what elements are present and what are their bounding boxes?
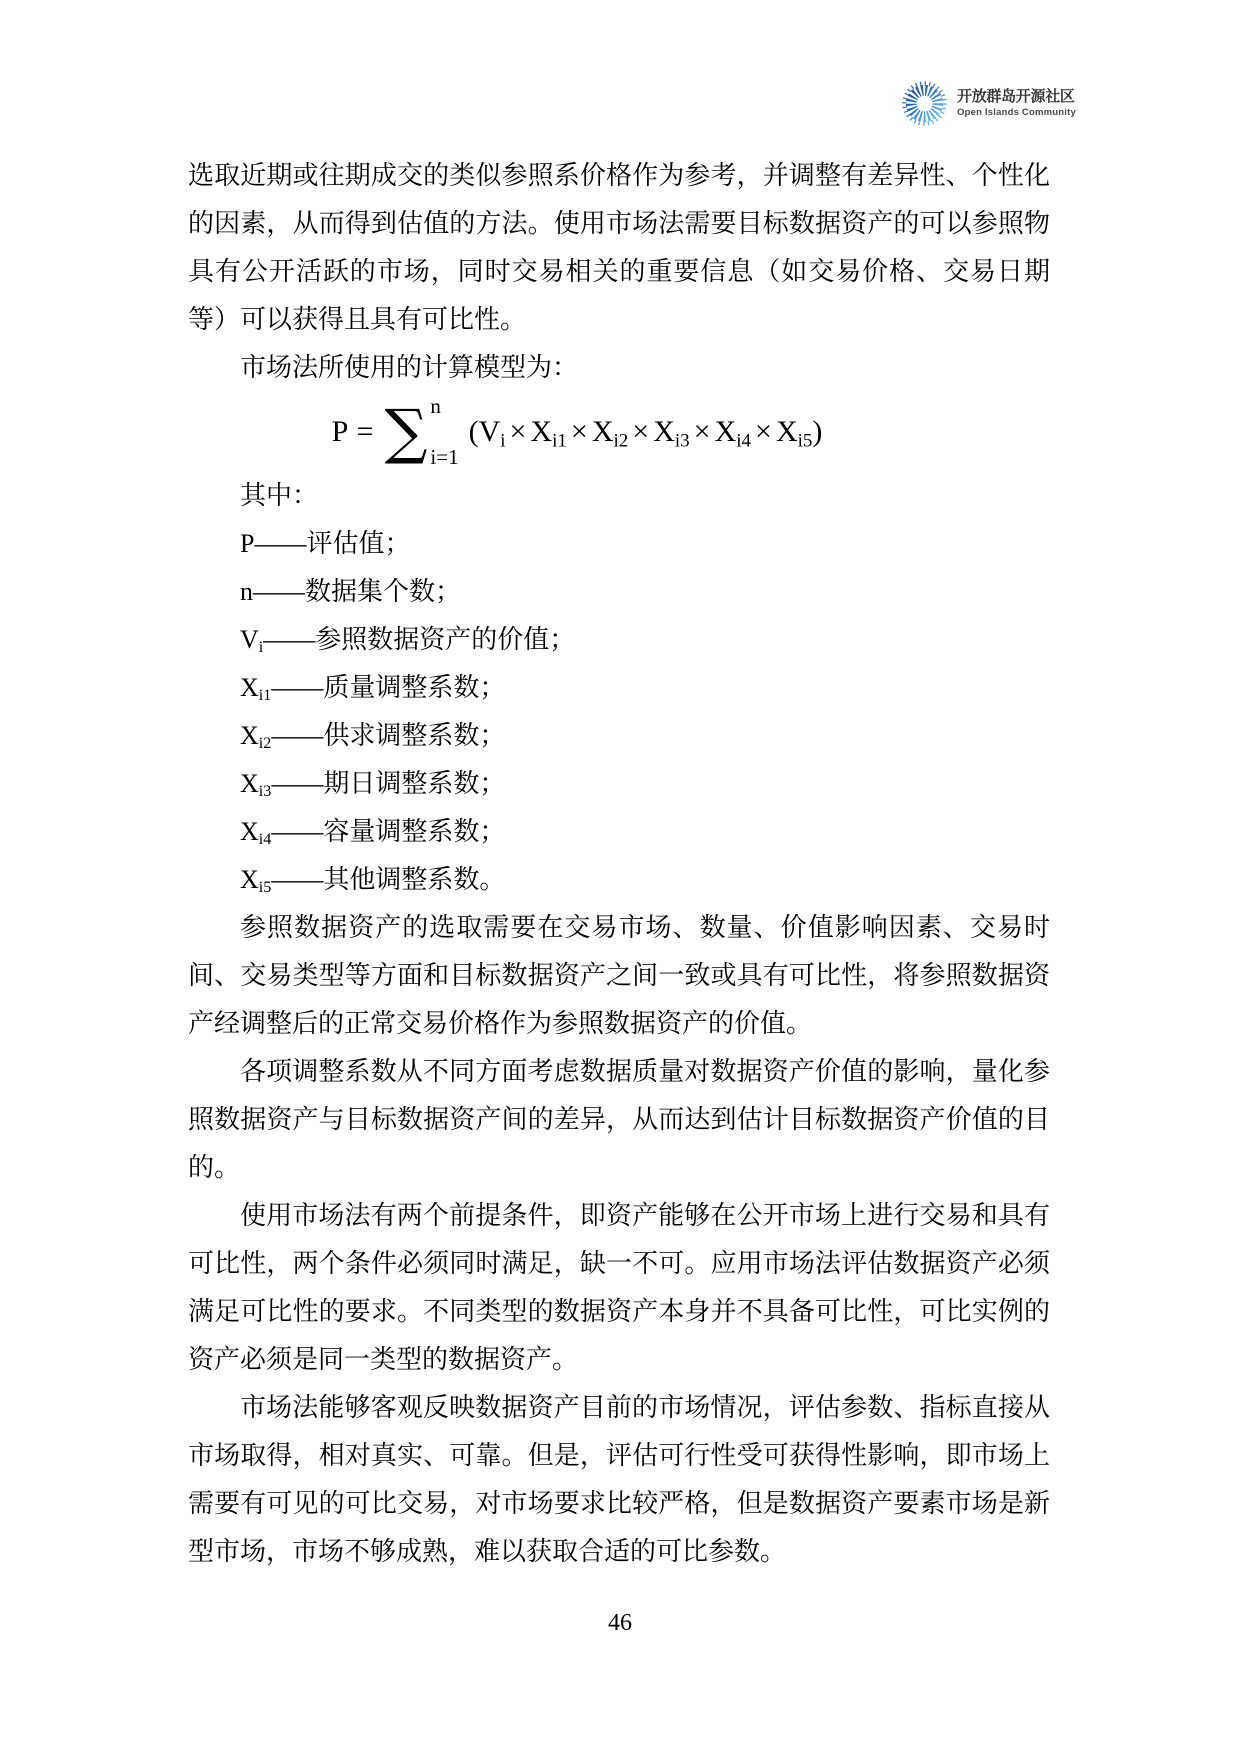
times-sign: × [693,415,711,448]
paragraph-adjustment-coefficients: 各项调整系数从不同方面考虑数据质量对数据资产价值的影响，量化参照数据资产与目标数据资产间的差异，从而达到估计目标数据资产价值的目的。 [188,1057,1050,1182]
times-sign: × [632,415,650,448]
definition-P: P——评估值； [240,529,411,558]
definition-Xi3: $X_{i3}——$期日调整系数； [240,769,506,801]
logo-text [957,88,1076,118]
definition-Xi4: $X_{i4}——$容量调整系数； [240,817,506,849]
definition-Vi: $V_i——$参照数据资产的价值； [240,625,576,657]
page-content [188,152,1050,1576]
paragraph-market-method-intro: 选取近期或往期成交的类似参照系价格作为参考，并调整有差异性、个性化的因素，从而得到估值的方法。使用市场法需要目标数据资产的可以参照物具有公开活跃的市场，同时交易相关的重要信息（如交易价格、交易日期等）可以获得且具有可比性。 [188,161,1050,334]
definition-Xi5: $X_{i5}——$其他调整系数。 [240,865,506,897]
definition-n: n——数据集个数； [240,577,462,606]
paragraph-reference-selection: 参照数据资产的选取需要在交易市场、数量、价值影响因素、交易时间、交易类型等方面和目标数据资产之间一致或具有可比性，将参照数据资产经调整后的正常交易价格作为参照数据资产的价值。 [188,913,1050,1038]
paragraph-pros-cons: 市场法能够客观反映数据资产目前的市场情况，评估参数、指标直接从市场取得，相对真实、可靠。但是，评估可行性受可获得性影响，即市场上需要有可见的可比交易，对市场要求比较严格，但是数据资产要素市场是新型市场，市场不够成熟，难以获取合适的可比参数。 [188,1393,1050,1566]
paragraph-preconditions: 使用市场法有两个前提条件，即资产能够在公开市场上进行交易和具有可比性，两个条件必须同时满足，缺一不可。应用市场法评估数据资产必须满足可比性的要求。不同类型的数据资产本身并不具备可比性，可比实例的资产必须是同一类型的数据资产。 [188,1201,1050,1374]
formula-terms: $(V_i \times X_{i1} \times X_{i2} \times X_{i3} \times X_{i4} \times X_{i5})$ [468,415,823,452]
times-sign: × [509,415,527,448]
definition-Xi1: $X_{i1}——$质量调整系数； [240,673,506,705]
header-logo [901,80,1076,127]
logo-subtitle: Open Islands Community [957,106,1076,118]
logo-title: 开放群岛开源社区 [957,88,1075,106]
sigma-symbol: ∑ [384,397,428,467]
times-sign: × [570,415,588,448]
page-number: 46 [608,1610,632,1636]
paragraph-model-intro: 市场法所使用的计算模型为： [240,353,579,382]
sunburst-logo-icon [901,80,948,127]
times-sign: × [755,415,772,448]
where-label: 其中： [240,481,319,510]
formula-lhs: P = [331,415,375,448]
formula-lower-limit: i=1 [430,445,459,469]
formula-limits [427,394,468,470]
formula-upper-limit: n [430,394,441,418]
formula [146,392,1008,472]
formula-close-paren: ) [812,415,823,448]
definition-Xi2: $X_{i2}——$供求调整系数； [240,721,506,753]
